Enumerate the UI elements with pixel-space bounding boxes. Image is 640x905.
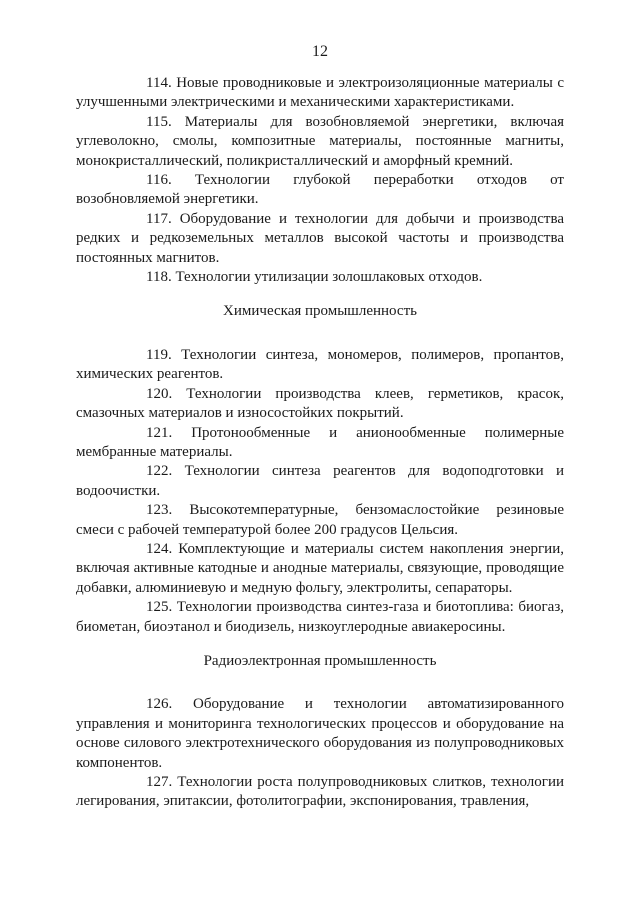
list-item-125: 125. Технологии производства синтез-газа и биотоплива: биогаз, биометан, биоэтанол и биодизель, низкоуглеродные авиакеросины. (76, 599, 564, 635)
list-item-117: 117. Оборудование и технологии для добычи и производства редких и редкоземельных металлов высокой частоты и производства постоянных магнитов. (76, 210, 564, 266)
list-item-126: 126. Оборудование и технологии автоматизированного управления и мониторинга технологических процессов и оборудование на основе силового электротехнического оборудования из полупроводниковых компонентов. (76, 696, 564, 771)
document-body (76, 74, 564, 812)
list-item-120: 120. Технологии производства клеев, герметиков, красок, смазочных материалов и износостойких покрытий. (76, 385, 564, 422)
list-item-121: 121. Протонообменные и анионообменные полимерные мембранные материалы. (76, 424, 564, 460)
list-item-122: 122. Технологии синтеза реагентов для водоподготовки и водоочистки. (76, 463, 564, 499)
list-item-127: 127. Технологии роста полупроводниковых слитков, технологии легирования, эпитаксии, фотолитографии, экспонирования, травления, (76, 774, 564, 810)
list-item-116: 116. Технологии глубокой переработки отходов от возобновляемой энергетики. (76, 172, 564, 208)
section-heading-radioelectronic-industry: Радиоэлектронная промышленность (203, 652, 437, 669)
list-item-124: 124. Комплектующие и материалы систем накопления энергии, включая активные катодные и анодные материалы, связующие, проводящие добавки, алюминиевую и медную фольгу, электролиты, сепараторы. (76, 540, 564, 596)
list-item-115: 115. Материалы для возобновляемой энергетики, включая углеволокно, смолы, композитные материалы, постоянные магниты, монокристаллический, поликристаллический и аморфный кремний. (76, 113, 564, 169)
list-item-119: 119. Технологии синтеза, мономеров, полимеров, пропантов, химических реагентов. (76, 346, 564, 383)
list-item-114: 114. Новые проводниковые и электроизоляционные материалы с улучшенными электрическими и механическими характеристиками. (76, 75, 564, 111)
list-item-123: 123. Высокотемпературные, бензомаслостойкие резиновые смеси с рабочей температурой более 200 градусов Цельсия. (76, 502, 564, 538)
page-number: 12 (312, 43, 328, 60)
section-heading-chemical-industry: Химическая промышленность (223, 303, 417, 320)
list-item-118: 118. Технологии утилизации золошлаковых отходов. (146, 269, 483, 286)
